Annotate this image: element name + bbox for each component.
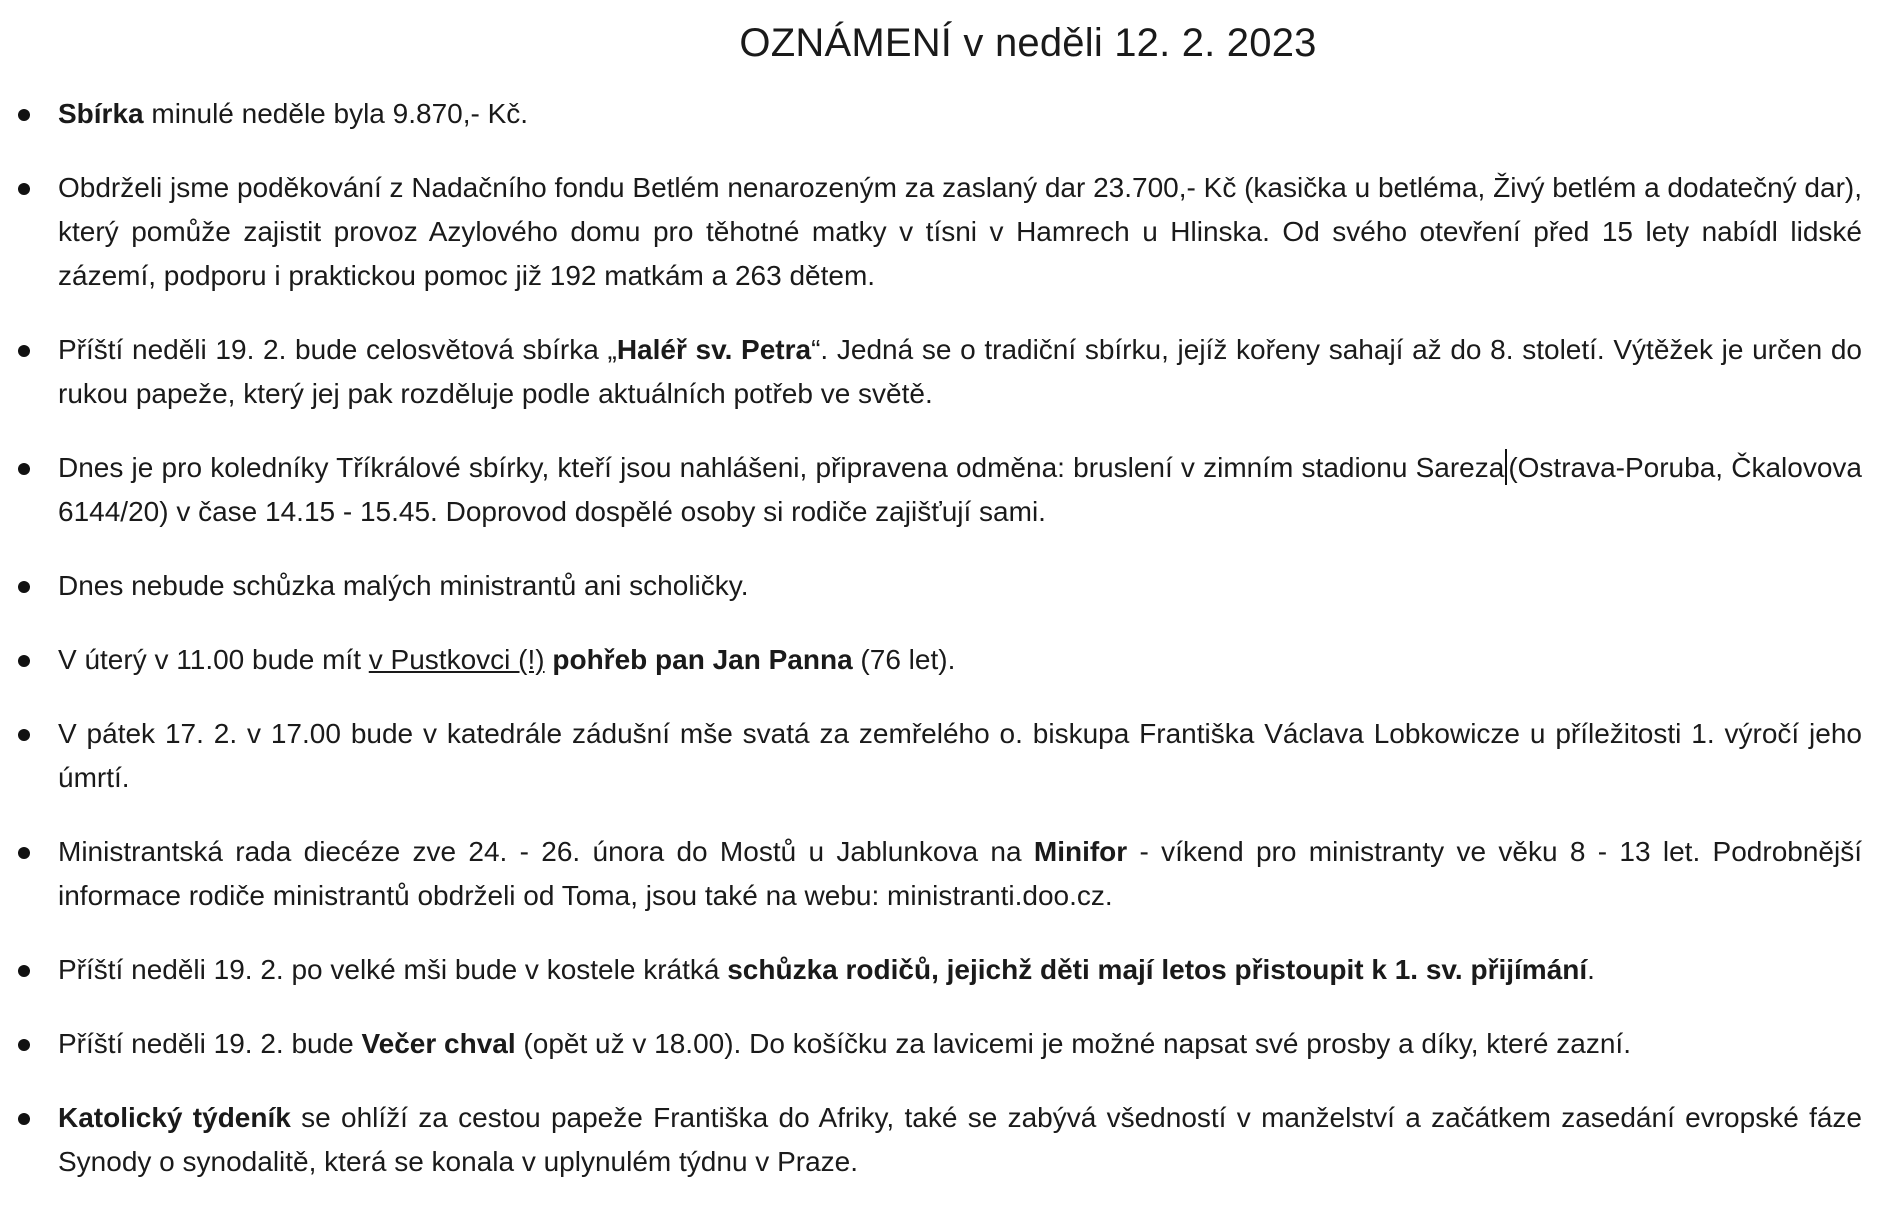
item-text-2: “. Jedná se o tradiční sbírku, jejíž kořeny sahají až do 8. století. Výtěžek je určen do rukou papeže, který jej pak rozděluje podle aktuálních potřeb ve světě. xyxy=(58,334,1862,409)
item-text: minulé neděle byla 9.870,- Kč. xyxy=(143,98,529,129)
item-bold-text: Minifor xyxy=(1033,836,1128,867)
item-text-3: (76 let). xyxy=(852,644,956,675)
list-item-weekly xyxy=(10,1096,1876,1184)
bullet-icon xyxy=(18,1039,30,1051)
item-bold-text: Sbírka xyxy=(58,98,144,129)
item-text: Obdrželi jsme poděkování z Nadačního fondu Betlém nenarozeným za zaslaný dar 23.700,- Kč (kasička u betléma, Živý betlém a dodatečný dar), který pomůže zajistit provoz Azylového domu pro těhotné matky v tísni v Hamrech u Hlinska. Od svého otevření před 15 lety nabídl lidské zázemí, podporu i praktickou pomoc již 192 matkám a 263 dětem. xyxy=(58,172,1862,291)
item-bold-text: Katolický týdeník xyxy=(58,1102,291,1133)
item-text: Příští neděli 19. 2. bude celosvětová sbírka „ xyxy=(58,334,617,365)
bullet-icon xyxy=(18,1113,30,1125)
item-text: V pátek 17. 2. v 17.00 bude v katedrále zádušní mše svatá za zemřelého o. biskupa Františka Václava Lobkowicze u příležitosti 1. výročí jeho úmrtí. xyxy=(58,718,1862,793)
list-item-requiem xyxy=(10,712,1876,800)
item-underlined-text: v Pustkovci (!) xyxy=(368,644,545,675)
item-bold-text: schůzka rodičů, jejichž děti mají letos přistoupit k 1. sv. přijímání xyxy=(727,954,1588,985)
list-item-no-meeting xyxy=(10,564,1876,608)
bullet-icon xyxy=(18,965,30,977)
bullet-icon xyxy=(18,729,30,741)
item-text-2: - víkend pro ministranty ve věku 8 - 13 let. Podrobnější informace rodiče ministrantů obdrželi od Toma, jsou také na webu: ministranti.doo.cz. xyxy=(58,836,1862,911)
text-cursor xyxy=(1505,449,1507,485)
list-item-thanks xyxy=(10,166,1876,298)
item-text: Dnes je pro koledníky Tříkrálové sbírky, kteří jsou nahlášeni, připravena odměna: bruslení v zimním stadionu Sareza xyxy=(58,452,1505,483)
list-item-funeral xyxy=(10,638,1876,682)
item-bold-text: Haléř sv. Petra xyxy=(616,334,812,365)
item-text: Dnes nebude schůzka malých ministrantů ani scholičky. xyxy=(58,570,749,601)
item-text-2: (opět už v 18.00). Do košíčku za lavicemi je možné napsat své prosby a díky, které zazní. xyxy=(515,1028,1631,1059)
bullet-icon xyxy=(18,655,30,667)
item-text: se ohlíží za cestou papeže Františka do Afriky, také se zabývá všedností v manželství a začátkem zasedání evropské fáze Synody o synodalitě, která se konala v uplynulém týdnu v Praze. xyxy=(58,1102,1862,1177)
list-item-minifor xyxy=(10,830,1876,918)
bullet-icon xyxy=(18,581,30,593)
list-item-parents-meeting xyxy=(10,948,1876,992)
announcement-list xyxy=(10,92,1876,1184)
bullet-icon xyxy=(18,183,30,195)
item-text: Příští neděli 19. 2. bude xyxy=(58,1028,362,1059)
item-bold-text: Večer chval xyxy=(361,1028,516,1059)
item-bold-text: pohřeb pan Jan Panna xyxy=(552,644,853,675)
bullet-icon xyxy=(18,345,30,357)
item-text-2: (Ostrava-Poruba, Čkalovova 6144/20) v čase 14.15 - 15.45. Doprovod dospělé osoby si rodiče zajišťují sami. xyxy=(58,452,1862,527)
item-text-2: . xyxy=(1587,954,1595,985)
item-text: V úterý v 11.00 bude mít xyxy=(58,644,369,675)
list-item-praise-evening xyxy=(10,1022,1876,1066)
list-item-carolers xyxy=(10,446,1876,534)
list-item-collection xyxy=(10,92,1876,136)
page-title: OZNÁMENÍ v neděli 12. 2. 2023 xyxy=(739,21,1317,65)
bullet-icon xyxy=(18,109,30,121)
bullet-icon xyxy=(18,847,30,859)
item-text: Ministrantská rada diecéze zve 24. - 26. února do Mostů u Jablunkova na xyxy=(58,836,1034,867)
item-text: Příští neděli 19. 2. po velké mši bude v kostele krátká xyxy=(58,954,728,985)
bullet-icon xyxy=(18,463,30,475)
list-item-peter-pence xyxy=(10,328,1876,416)
